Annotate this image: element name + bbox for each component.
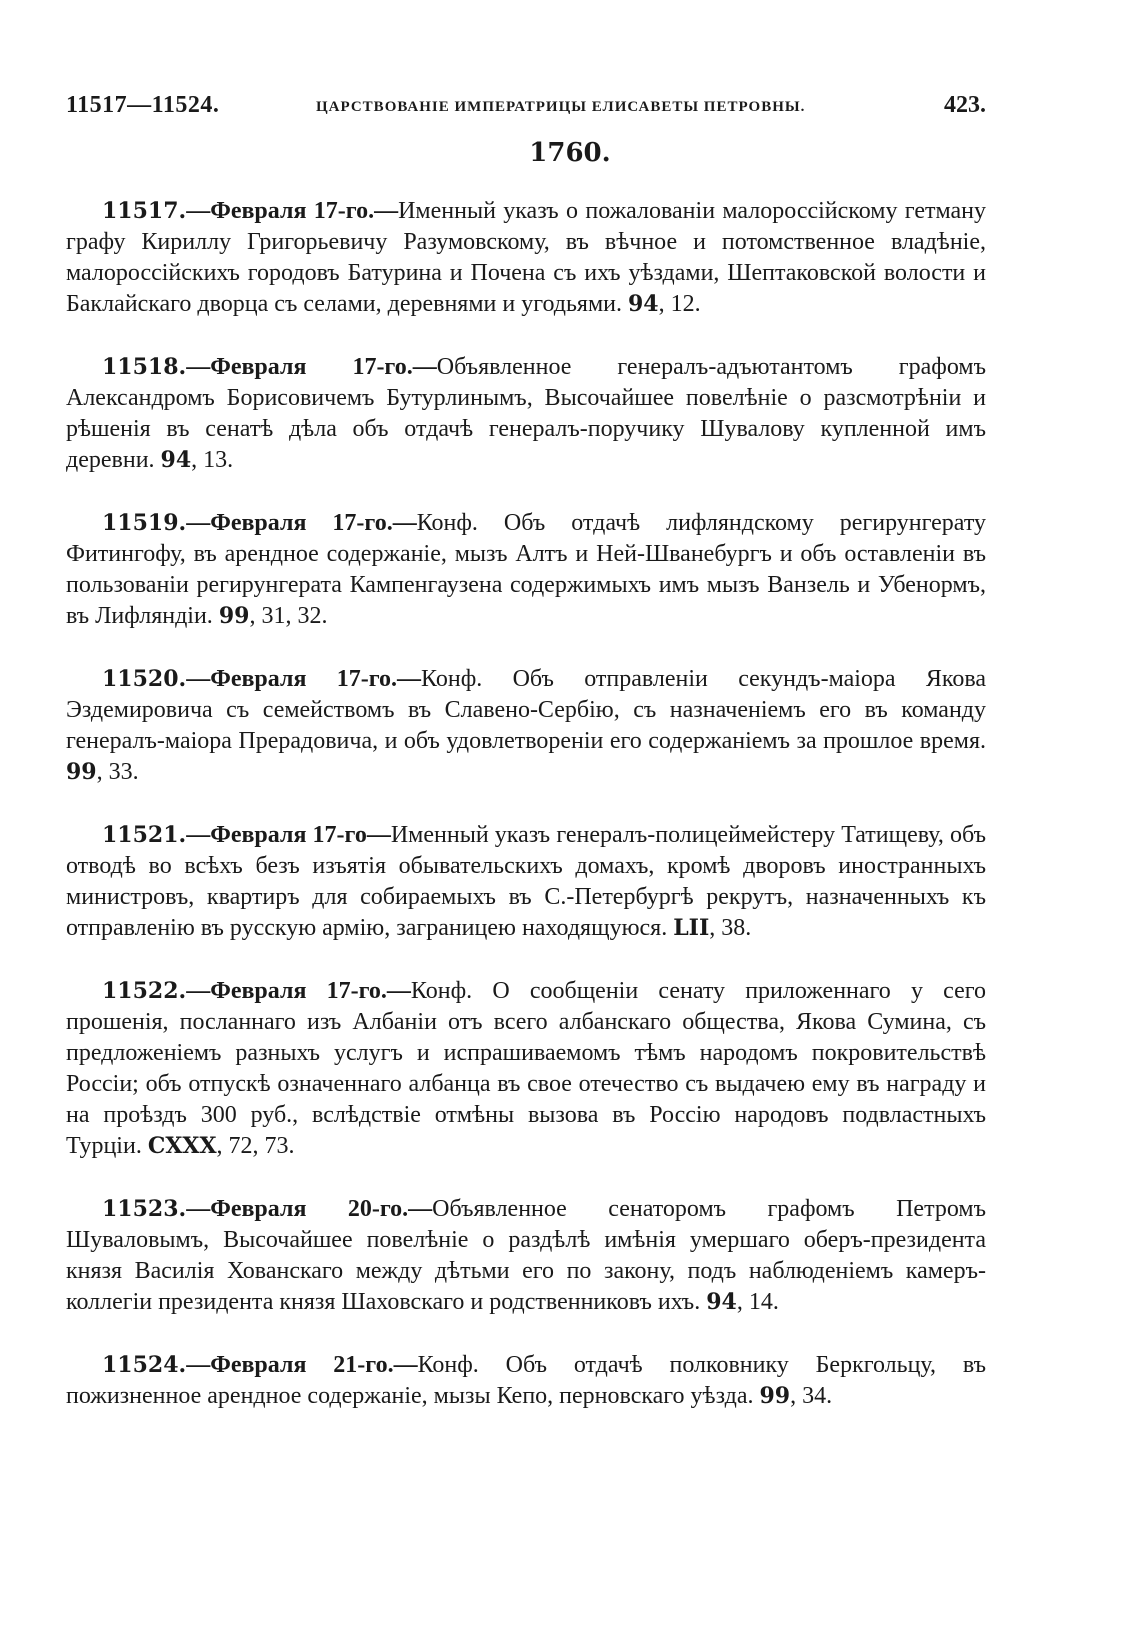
entry-text: Конф. Объ отдачѣ лифляндскому регирунгерату Фитингофу, въ арендное содержаніе, мызъ Алтъ и Ней-Шванебургъ и объ оставленіи въ пользованіи регирунгерата Кампенгаузена содержимыхъ имъ мызъ Ванзель и Убенормъ, въ Лифляндіи.	[66, 510, 986, 629]
entry-volume: 99	[66, 759, 97, 785]
entry-11517	[66, 196, 986, 320]
entry-pages: , 38.	[709, 915, 752, 941]
entry-date: —Февраля 17-го—	[186, 822, 391, 848]
entry-number: 11521.	[102, 822, 187, 848]
entry-date: —Февраля 17-го.—	[186, 978, 411, 1004]
entry-date: —Февраля 20-го.—	[186, 1196, 433, 1222]
entry-number: 11524.	[102, 1352, 187, 1378]
entry-pages: , 12.	[658, 291, 701, 317]
entries-list	[66, 196, 986, 1444]
running-title: ЦАРСТВОВАНІЕ ИМПЕРАТРИЦЫ ЕЛИСАВЕТЫ ПЕТРОВНЫ.	[316, 99, 806, 115]
page-number: 423.	[944, 92, 986, 118]
entry-volume: 99	[218, 603, 250, 629]
entry-pages: , 14.	[736, 1289, 779, 1315]
entry-volume: 94	[628, 291, 659, 317]
entry-date: —Февраля 17-го.—	[186, 666, 422, 692]
entry-number: 11522.	[102, 978, 187, 1004]
entry-11520	[66, 664, 986, 788]
year-heading: 1760.	[529, 138, 611, 168]
entry-date: —Февраля 17-го.—	[186, 198, 399, 224]
entry-text: Конф. Объ отдачѣ полковнику Беркгольцу, въ пожизненное арендное содержаніе, мызы Кепо, перновскаго уѣзда.	[66, 1352, 986, 1409]
entry-text: Объявленное сенаторомъ графомъ Петромъ Шуваловымъ, Высочайшее повелѣніе о раздѣлѣ имѣнія умершаго оберъ-президента князя Василія Хованскаго между дѣтьми его по закону, подъ наблюденіемъ камеръ-коллегіи президента князя Шаховскаго и родственниковъ ихъ.	[66, 1196, 986, 1315]
entry-11521	[66, 820, 986, 944]
entry-date: —Февраля 17-го.—	[186, 510, 417, 536]
entry-text: Именный указъ о пожалованіи малороссійскому гетману графу Кириллу Григорьевичу Разумовскому, въ вѣчное и потомственное владѣніе, малороссійскихъ городовъ Батурина и Почена съ ихъ уѣздами, Шептаковской волости и Баклайскаго дворца съ селами, деревнями и угодьями.	[66, 198, 986, 317]
entry-number: 11519.	[102, 510, 187, 536]
entry-11519	[66, 508, 986, 632]
entry-volume: LII	[673, 915, 710, 941]
entry-date: —Февраля 21-го.—	[186, 1352, 418, 1378]
running-head	[66, 92, 986, 126]
entry-pages: , 72, 73.	[216, 1133, 295, 1159]
entry-number: 11518.	[102, 354, 187, 380]
entry-11524	[66, 1350, 986, 1412]
entry-number: 11517.	[102, 198, 187, 224]
entry-volume: 94	[706, 1289, 737, 1315]
entry-number: 11520.	[102, 666, 187, 692]
entry-volume: 94	[160, 447, 192, 473]
entry-11522	[66, 976, 986, 1162]
entry-pages: , 13.	[191, 447, 234, 473]
entry-11523	[66, 1194, 986, 1318]
entry-volume: 99	[759, 1383, 791, 1409]
entry-11518	[66, 352, 986, 476]
entry-pages: , 34.	[790, 1383, 833, 1409]
entry-range: 11517—11524.	[66, 92, 220, 118]
entry-date: —Февраля 17-го.—	[186, 354, 437, 380]
entry-pages: , 31, 32.	[249, 603, 328, 629]
entry-text: Именный указъ генералъ-полицеймейстеру Татищеву, объ отводѣ во всѣхъ безъ изъятія обывательскихъ домахъ, кромѣ дворовъ иностранныхъ министровъ, квартиръ для собираемыхъ въ С.-Петербургѣ рекрутъ, назначенныхъ къ отправленію въ русскую армію, заграницею находящуюся.	[66, 822, 986, 941]
entry-volume: CXXX	[147, 1133, 217, 1159]
entry-text: Объявленное генералъ-адъютантомъ графомъ Александромъ Борисовичемъ Бутурлинымъ, Высочайшее повелѣніе о разсмотрѣніи и рѣшенія въ сенатѣ дѣла объ отдачѣ генералъ-поручику Шувалову купленной имъ деревни.	[66, 354, 986, 473]
entry-pages: , 33.	[96, 759, 139, 785]
entry-text: Конф. Объ отправленіи секундъ-маіора Якова Эздемировича съ семействомъ въ Славено-Сербію, съ назначеніемъ его въ команду генералъ-маіора Прерадовича, и объ удовлетвореніи его содержаніемъ за прошлое время.	[66, 666, 987, 754]
entry-text: Конф. О сообщеніи сенату приложеннаго у сего прошенія, посланнаго изъ Албаніи отъ всего албанскаго общества, Якова Сумина, съ предложеніемъ разныхъ услугъ и испрашиваемомъ тѣмъ народомъ покровительствѣ Россіи; объ отпускѣ означеннаго албанца въ свое отечество съ выдачею ему въ награду и на проѣздъ 300 руб., вслѣдствіе отмѣны вызова въ Россію народовъ подвластныхъ Турціи.	[66, 978, 986, 1159]
entry-number: 11523.	[102, 1196, 187, 1222]
